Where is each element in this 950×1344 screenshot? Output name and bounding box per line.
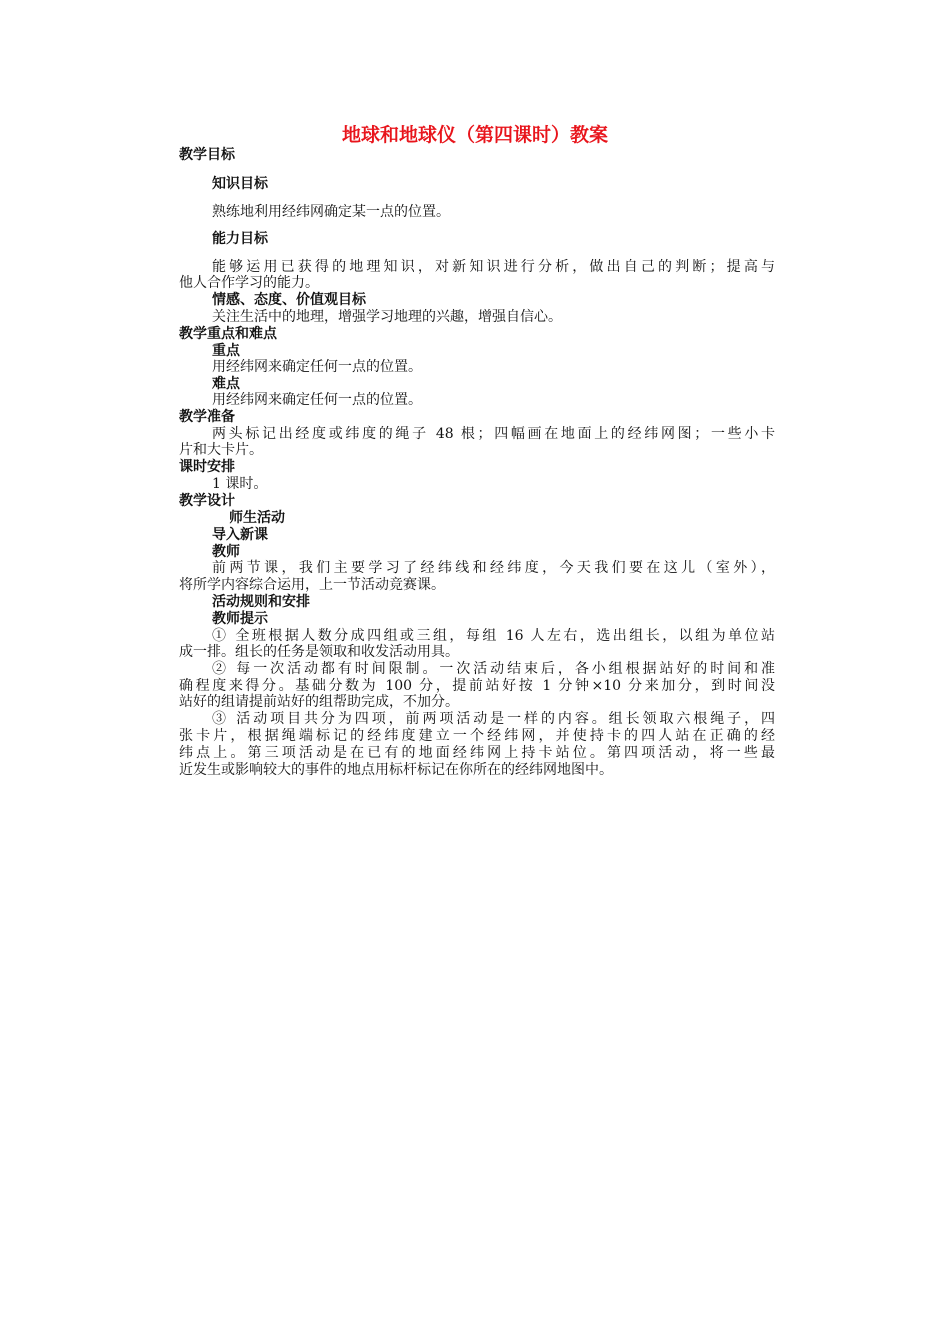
rule-1-text-cont: 成一排。组长的任务是领取和收发活动用具。: [179, 644, 459, 660]
heading-key-point: 重点: [212, 343, 240, 359]
heading-teacher: 教师: [212, 544, 240, 560]
preparation-text: 两头标记出经度或纬度的绳子 48 根；四幅画在地面上的经纬网图；一些小卡: [212, 426, 775, 442]
rule-3-text-end: 近发生或影响较大的事件的地点用标杆标记在你所在的经纬网地图中。: [179, 762, 613, 778]
heading-ability-goal: 能力目标: [212, 231, 268, 247]
rule-3-text-cont-2: 纬点上。第三项活动是在已有的地面经纬网上持卡站位。第四项活动，将一些最: [179, 745, 775, 761]
rule-3-text-cont: 张卡片，根据绳端标记的经纬度建立一个经纬网，并使持卡的四人站在正确的经: [179, 728, 775, 744]
rule-1-text: ① 全班根据人数分成四组或三组，每组 16 人左右，选出组长，以组为单位站: [212, 628, 775, 644]
difficulty-text: 用经纬网来确定任何一点的位置。: [212, 392, 422, 408]
ability-goal-text: 能够运用已获得的地理知识，对新知识进行分析，做出自己的判断；提高与: [212, 259, 775, 275]
schedule-text: 1 课时。: [212, 476, 268, 492]
ability-goal-text-cont: 他人合作学习的能力。: [179, 275, 319, 291]
key-point-text: 用经纬网来确定任何一点的位置。: [212, 359, 422, 375]
rule-2-text: ② 每一次活动都有时间限制。一次活动结束后，各小组根据站好的时间和准: [212, 661, 775, 677]
rule-2-text-cont: 确程度来得分。基础分数为 100 分，提前站好按 1 分钟×10 分来加分，到时间没: [179, 678, 775, 694]
heading-emotion-goal: 情感、态度、价值观目标: [212, 292, 366, 308]
heading-schedule: 课时安排: [179, 459, 235, 475]
heading-teacher-tips: 教师提示: [212, 611, 268, 627]
heading-rules: 活动规则和安排: [212, 594, 310, 610]
emotion-goal-text: 关注生活中的地理，增强学习地理的兴趣，增强自信心。: [212, 309, 562, 325]
intro-text: 前两节课，我们主要学习了经纬线和经纬度，今天我们要在这儿（室外），: [212, 560, 775, 576]
heading-intro: 导入新课: [212, 527, 268, 543]
rule-2-text-end: 站好的组请提前站好的组帮助完成，不加分。: [179, 694, 459, 710]
rule-3-text: ③ 活动项目共分为四项，前两项活动是一样的内容。组长领取六根绳子，四: [212, 711, 775, 727]
preparation-text-cont: 片和大卡片。: [179, 442, 263, 458]
heading-difficulty: 难点: [212, 376, 240, 392]
heading-activity: 师生活动: [229, 510, 285, 526]
heading-teaching-design: 教学设计: [179, 493, 235, 509]
intro-text-cont: 将所学内容综合运用，上一节活动竞赛课。: [179, 577, 445, 593]
page-title: 地球和地球仪（第四课时）教案: [341, 124, 608, 146]
heading-key-points: 教学重点和难点: [179, 326, 277, 342]
heading-preparation: 教学准备: [179, 409, 235, 425]
knowledge-goal-text: 熟练地利用经纬网确定某一点的位置。: [212, 204, 450, 220]
heading-teaching-goals: 教学目标: [179, 147, 235, 163]
heading-knowledge-goal: 知识目标: [212, 176, 268, 192]
